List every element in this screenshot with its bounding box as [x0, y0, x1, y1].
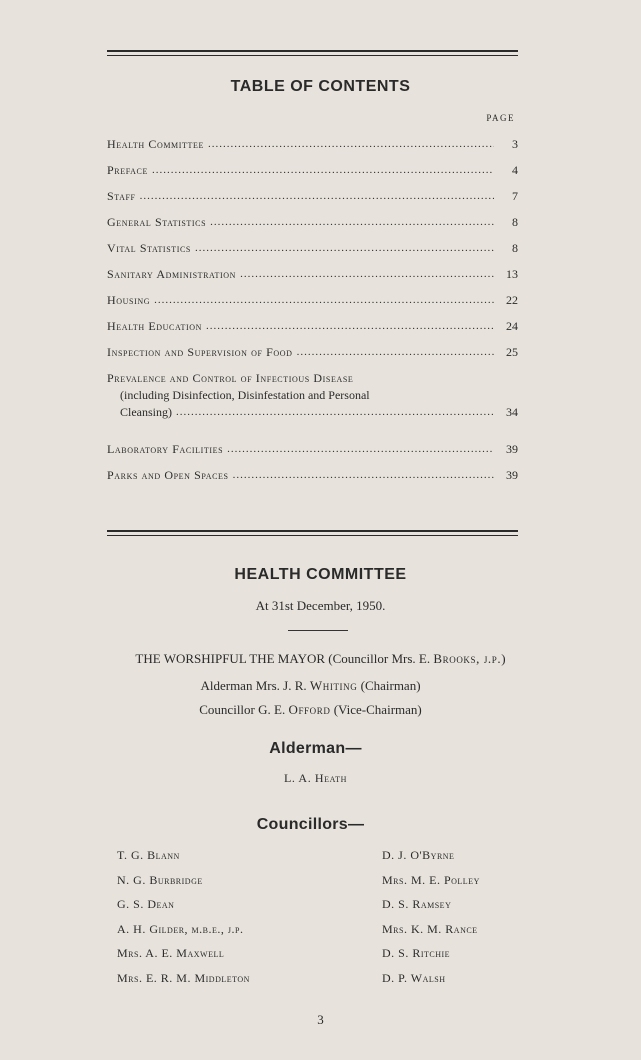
committee-title: HEALTH COMMITTEE — [234, 566, 407, 583]
vice-chairman-line: Councillor G. E. Offord (Vice-Chairman) — [199, 702, 422, 717]
toc-entry: Sanitary Administration ..... 13 — [107, 256, 518, 282]
toc-title: TABLE OF CONTENTS — [230, 78, 411, 95]
toc-entry: Parks and Open Spaces ..... 39 — [107, 457, 518, 483]
list-item: D. J. O'Byrne — [382, 848, 455, 862]
page-number: 3 — [317, 1012, 324, 1027]
councillors-right-column — [382, 848, 480, 995]
toc-entry-multiline: Prevalence and Control of Infectious Disease (including Disinfection, Disinfestation and Personal Cleansing) ..... 34 — [107, 370, 518, 421]
list-item: A. H. Gilder, m.b.e., j.p. — [117, 921, 244, 936]
top-double-rule — [107, 50, 518, 56]
toc-entry: Health Committee ..... 3 — [107, 126, 518, 152]
alderman-heading: Alderman— — [269, 740, 362, 757]
alderman-name: L. A. Heath — [283, 771, 348, 785]
list-item: Mrs. M. E. Polley — [382, 872, 480, 887]
toc-entry: Health Education ..... 24 — [107, 308, 518, 334]
list-item: T. G. Blann — [117, 848, 180, 862]
list-item: D. S. Ritchie — [382, 946, 451, 960]
councillors-heading: Councillors— — [256, 816, 365, 833]
short-divider — [288, 630, 348, 631]
toc-entry: Vital Statistics ..... 8 — [107, 230, 518, 256]
list-item: G. S. Dean — [117, 897, 175, 911]
list-item: Mrs. A. E. Maxwell — [117, 946, 225, 960]
toc-entry: Inspection and Supervision of Food ..... 25 — [107, 334, 518, 360]
list-item: Mrs. E. R. M. Middleton — [117, 970, 250, 985]
page-column-label: PAGE — [486, 113, 515, 123]
councillors-left-column — [117, 848, 250, 995]
middle-double-rule — [107, 530, 518, 536]
table-of-contents — [107, 126, 518, 483]
toc-entry: Laboratory Facilities ..... 39 — [107, 431, 518, 457]
list-item: D. P. Walsh — [382, 970, 446, 985]
toc-entry: Housing ..... 22 — [107, 282, 518, 308]
list-item: Mrs. K. M. Rance — [382, 921, 478, 936]
list-item: N. G. Burbridge — [117, 872, 203, 887]
list-item: D. S. Ramsey — [382, 897, 452, 911]
chairman-line: Alderman Mrs. J. R. Whiting (Chairman) — [200, 678, 421, 693]
toc-entry: Staff ..... 7 — [107, 178, 518, 204]
mayor-line: THE WORSHIPFUL THE MAYOR (Councillor Mrs. E. Brooks, j.p.) — [135, 651, 506, 666]
committee-date: At 31st December, 1950. — [255, 598, 386, 613]
toc-entry: Preface ..... 4 — [107, 152, 518, 178]
toc-entry: General Statistics ..... 8 — [107, 204, 518, 230]
